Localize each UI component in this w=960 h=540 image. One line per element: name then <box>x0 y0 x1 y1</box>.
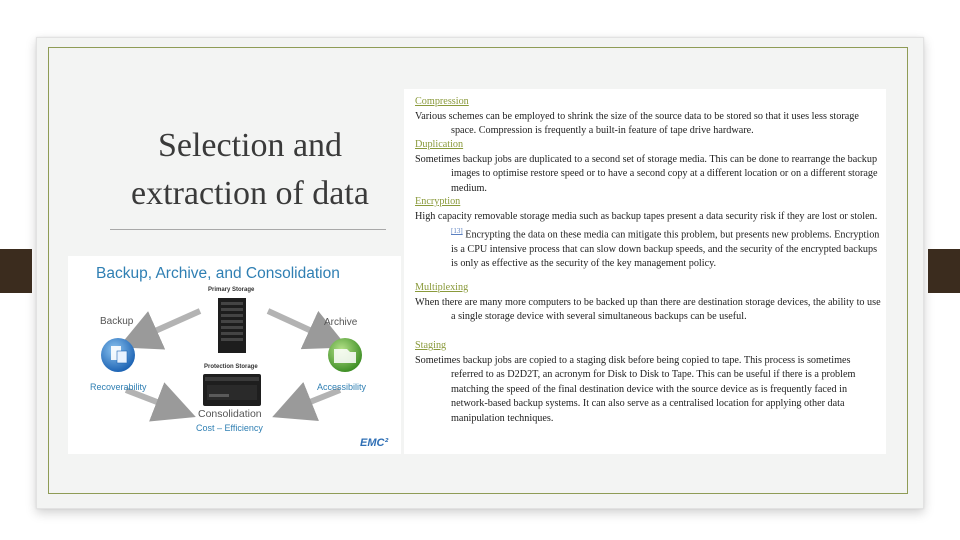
arrow-backup-to-consolidation <box>126 390 188 414</box>
footnote-link[interactable]: [13] <box>451 227 463 235</box>
slide-title-line1: Selection and <box>157 127 343 164</box>
section-heading[interactable]: Compression <box>415 96 469 107</box>
diagram-title: Backup, Archive, and Consolidation <box>96 265 340 282</box>
section-heading[interactable]: Encryption <box>415 196 461 207</box>
section-heading[interactable]: Staging <box>415 340 447 351</box>
protection-storage-icon <box>203 374 261 406</box>
section-body: When there are many more computers to be backed up than there are destination storage devices, the ability to use a single storage device with several simultaneous backups can be useful. <box>415 296 881 322</box>
section-heading[interactable]: Multiplexing <box>415 282 469 293</box>
encryption-body-part2: Encrypting the data on these media can mitigate this problem, but presents new problems. Encryption is a CPU intensive process that can slow down backup speeds, and the security of the encrypted backups is only as effective as the security of the key management policy. <box>451 229 880 270</box>
section-staging <box>415 339 881 426</box>
backup-icon <box>101 338 135 372</box>
section-duplication <box>415 138 881 196</box>
recoverability-label: Recoverability <box>90 382 147 392</box>
encryption-body-part1: High capacity removable storage media such as backup tapes present a data security risk if they are lost or stolen. <box>415 210 878 222</box>
section-body: Sometimes backup jobs are duplicated to a second set of storage media. This can be done to rearrange the backup images to optimise restore speed or to have a second copy at a different location or on a different storage medium. <box>415 153 878 194</box>
arrow-primary-to-backup <box>126 311 200 344</box>
left-side-tab <box>0 249 32 293</box>
archive-label: Archive <box>324 317 358 328</box>
section-compression <box>415 95 881 139</box>
primary-storage-icon <box>218 298 246 353</box>
title-divider <box>110 229 386 230</box>
section-body <box>415 210 881 272</box>
archive-icon <box>328 338 362 372</box>
section-encryption <box>415 195 881 272</box>
right-side-tab <box>928 249 960 293</box>
slide-title <box>100 122 400 218</box>
section-body: Various schemes can be employed to shrink the size of the source data to be stored so that it uses less storage space. Compression is frequently a built-in feature of tape drive hardware. <box>415 110 859 136</box>
section-heading[interactable]: Duplication <box>415 139 464 150</box>
protection-storage-label: Protection Storage <box>204 364 258 370</box>
accessibility-label: Accessibility <box>317 382 367 392</box>
section-multiplexing <box>415 281 881 325</box>
backup-label: Backup <box>100 316 134 327</box>
cost-efficiency-label: Cost – Efficiency <box>196 423 263 433</box>
section-body: Sometimes backup jobs are copied to a staging disk before being copied to tape. This process is sometimes referred to as D2D2T, an acronym for Disk to Disk to Tape. This can be useful if there is a problem matching the speed of the final destination device with the source device as is frequently faced in network-based backup systems. It can also serve as a centralised location for applying other data manipulation techniques. <box>415 354 856 424</box>
arrow-archive-to-consolidation <box>280 390 340 414</box>
slide-title-line2: extraction of data <box>131 175 369 212</box>
primary-storage-label: Primary Storage <box>208 287 255 293</box>
backup-diagram <box>68 256 401 454</box>
text-panel <box>404 89 886 454</box>
consolidation-label: Consolidation <box>198 408 262 420</box>
emc-logo: EMC² <box>360 437 389 449</box>
